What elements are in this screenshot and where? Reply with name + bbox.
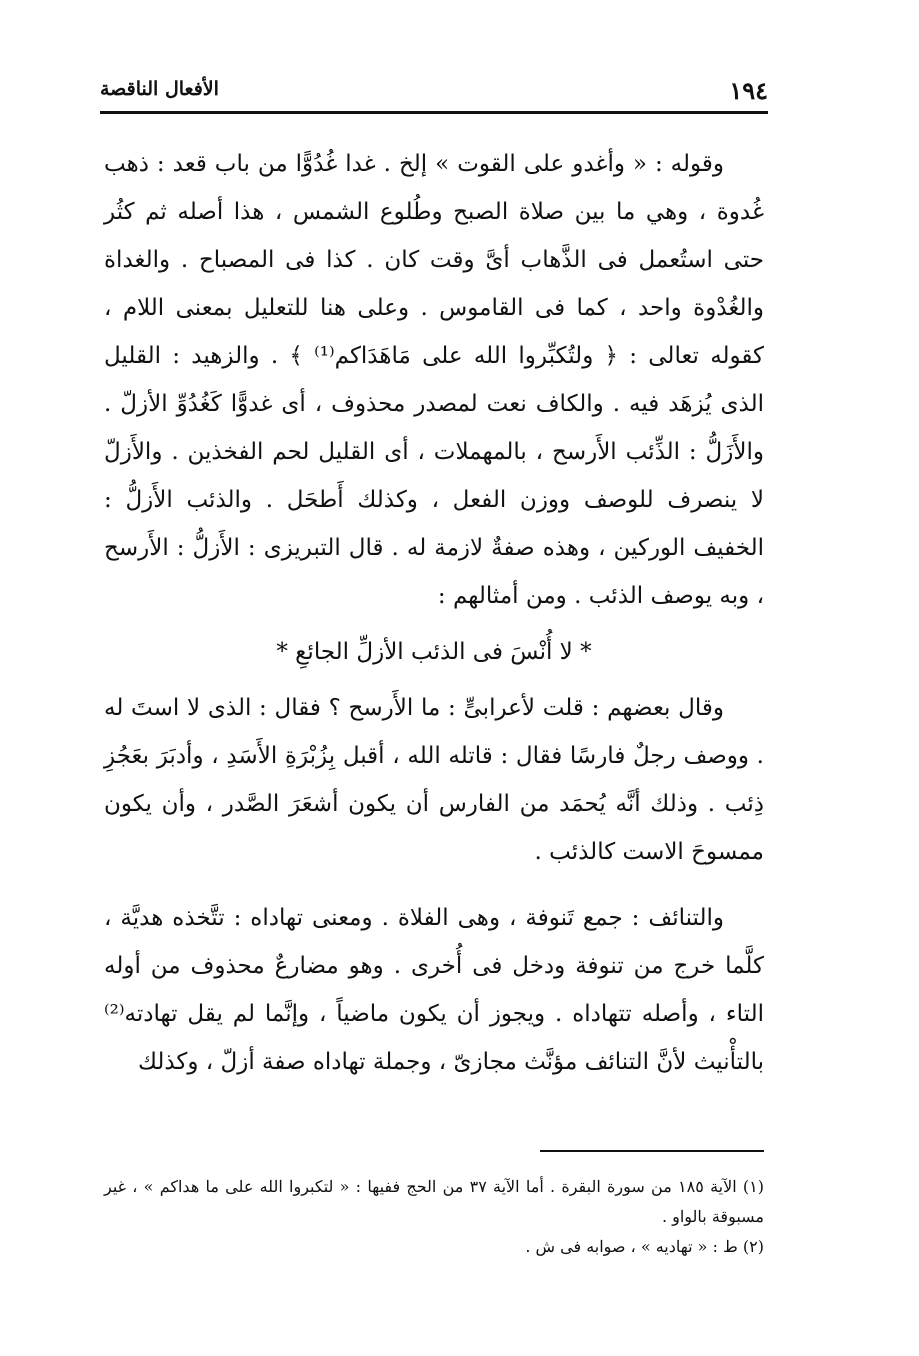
header-rule	[100, 111, 768, 114]
footnote-rule	[540, 1150, 764, 1152]
footnote-1: (١) الآية ١٨٥ من سورة البقرة . أما الآية ٣٧ من الحج ففيها : « لتكبروا الله على ما هداكم » ، غير مسبوقة بالواو .	[104, 1177, 764, 1226]
page-number: ١٩٤	[729, 76, 768, 105]
paragraph-2: وقال بعضهم : قلت لأعرابىٍّ : ما الأَرسح ؟ فقال : الذى لا استَ له . ووصف رجلٌ فارسًا فقال : قاتله الله ، أقبل بِزُبْرَةِ الأَسَدِ ، وأدبَرَ بعَجُزِ ذِئب . وذلك أنَّه يُحمَد من الفارس أن يكون أشعَرَ الصَّدر ، وأن يكون ممسوحَ الاست كالذئب .	[104, 695, 764, 865]
running-title: الأفعال الناقصة	[100, 78, 219, 100]
main-text	[104, 140, 764, 1086]
footnotes	[104, 1172, 764, 1262]
poem-line: * لا أُنْسَ فى الذئب الأزلِّ الجائعِ *	[276, 639, 592, 665]
footnote-2: (٢) ط : « تهاديه » ، صوابه فى ش .	[525, 1237, 764, 1256]
paragraph-3: والتنائف : جمع تَنوفة ، وهى الفلاة . ومعنى تهاداه : تتَّخذه هديَّة ، كلَّما خرج من تنوفة ودخل فى أُخرى . وهو مضارعٌ محذوف من أوله التاء ، وأصله تتهاداه . ويجوز أن يكون ماضياً ، وإنَّما لم يقل تهادته⁽²⁾ بالتأْنيث لأنَّ التنائف مؤنَّث مجازىّ ، وجملة تهاداه صفة أزلّ ، وكذلك	[104, 905, 764, 1075]
paragraph-1: وقوله : « وأغدو على القوت » إلخ . غدا غُدُوًّا من باب قعد : ذهب غُدوة ، وهي ما بين صلاة الصبح وطُلوع الشمس ، هذا أصله ثم كثُر حتى استُعمل فى الذَّهاب أىَّ وقت كان . كذا فى المصباح . والغداة والغُدْوة واحد ، كما فى القاموس . وعلى هنا للتعليل بمعنى اللام ، كقوله تعالى : ﴿ ولتُكبِّروا الله على مَاهَدَاكم⁽¹⁾ ﴾ . والزهيد : القليل الذى يُزهَد فيه . والكاف نعت لمصدر محذوف ، أى غدوًّا كَغُدُوِّ الأزلّ . والأَزَلُّ : الذِّئب الأَرسح ، بالمهملات ، أى القليل لحم الفخذين . والأَزلّ لا ينصرف للوصف ووزن الفعل ، وكذلك أَطحَل . والذئب الأَزلُّ : الخفيف الوركين ، وهذه صفةٌ لازمة له . قال التبريزى : الأَزلُّ : الأَرسح ، وبه يوصف الذئب . ومن أمثالهم :	[104, 151, 764, 609]
page-header	[100, 76, 768, 106]
